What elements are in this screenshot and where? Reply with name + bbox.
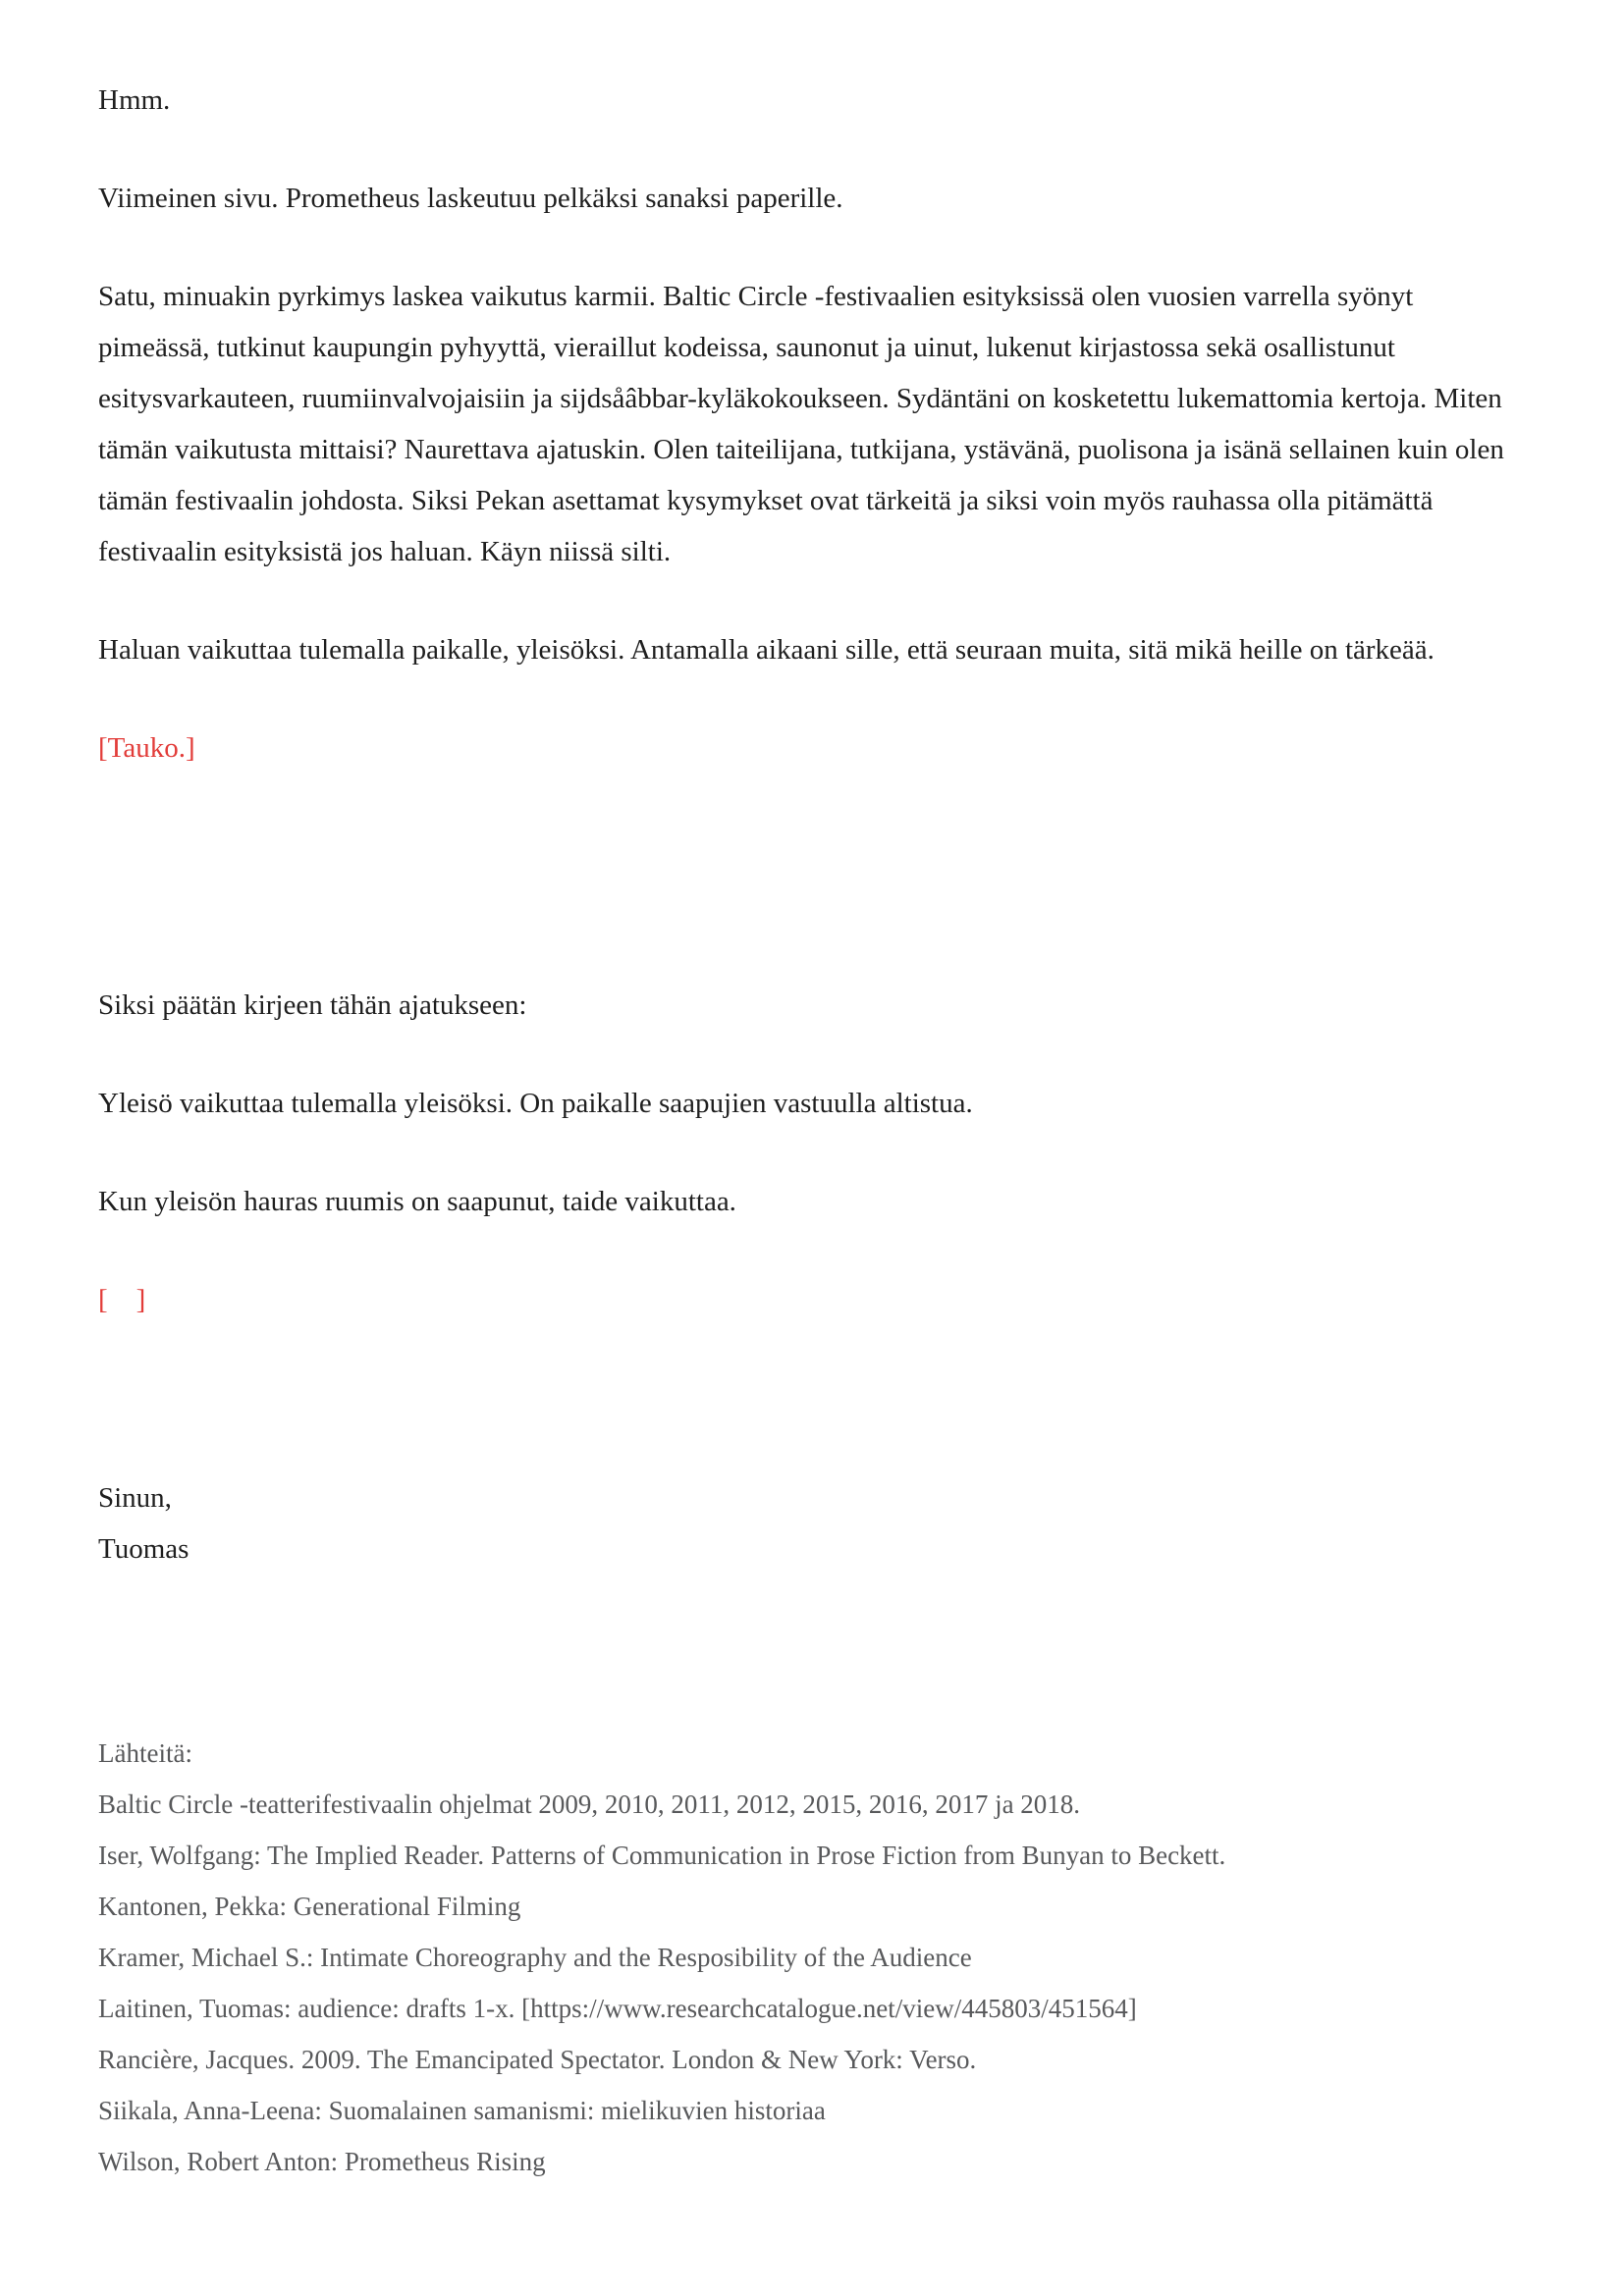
- reference-item: Iser, Wolfgang: The Implied Reader. Patterns of Communication in Prose Fiction from Bunyan to Beckett.: [98, 1841, 1226, 1870]
- reference-item: Laitinen, Tuomas: audience: drafts 1-x. [https://www.researchcatalogue.net/view/445803/451564]: [98, 1994, 1137, 2023]
- signoff-line-1: Sinun,: [98, 1482, 172, 1514]
- reference-item: Kantonen, Pekka: Generational Filming: [98, 1892, 521, 1921]
- references-heading: Lähteitä:: [98, 1738, 192, 1768]
- signoff-line-2: Tuomas: [98, 1533, 189, 1565]
- reference-item: Baltic Circle -teatterifestivaalin ohjelmat 2009, 2010, 2011, 2012, 2015, 2016, 2017 ja 2018.: [98, 1789, 1081, 1819]
- reference-item: Rancière, Jacques. 2009. The Emancipated Spectator. London & New York: Verso.: [98, 2045, 977, 2074]
- reference-item: Kramer, Michael S.: Intimate Choreography and the Resposibility of the Audience: [98, 1943, 972, 1972]
- paragraph-closing-intro: Siksi päätän kirjeen tähän ajatukseen:: [98, 989, 527, 1021]
- paragraph-closing-thought-2: Kun yleisön hauras ruumis on saapunut, taide vaikuttaa.: [98, 1186, 736, 1217]
- reference-item: Siikala, Anna-Leena: Suomalainen samanismi: mielikuvien historiaa: [98, 2096, 826, 2125]
- pause-marker: [Tauko.]: [98, 732, 195, 764]
- paragraph-long-reflection: Satu, minuakin pyrkimys laskea vaikutus karmii. Baltic Circle -festivaalien esityksissä olen vuosien varrella syönyt pimeässä, tutkinut kaupungin pyhyyttä, vieraillut kodeissa, saunonut ja uinut, lukenut kirjastossa sekä osallistunut esitysvarkauteen, ruumiinvalvojaisiin ja sijdsåâbbar-kyläkokoukseen. Sydäntäni on kosketettu lukemattomia kertoja. Miten tämän vaikutusta mittaisi? Naurettava ajatuskin. Olen taiteilijana, tutkijana, ystävänä, puolisona ja isänä sellainen kuin olen tämän festivaalin johdosta. Siksi Pekan asettamat kysymykset ovat tärkeitä ja siksi voin myös rauhassa olla pitämättä festivaalin esityksistä jos haluan. Käyn niissä silti.: [98, 281, 1504, 567]
- paragraph-hmm: Hmm.: [98, 84, 171, 116]
- references-section: [98, 1728, 1518, 2187]
- paragraph-haluan-vaikuttaa: Haluan vaikuttaa tulemalla paikalle, yleisöksi. Antamalla aikaani sille, että seuraan muita, sitä mikä heille on tärkeää.: [98, 634, 1435, 666]
- reference-item: Wilson, Robert Anton: Prometheus Rising: [98, 2147, 546, 2176]
- empty-brackets-marker: [ ]: [98, 1284, 146, 1315]
- paragraph-last-page: Viimeinen sivu. Prometheus laskeutuu pelkäksi sanaksi paperille.: [98, 183, 843, 214]
- paragraph-closing-thought-1: Yleisö vaikuttaa tulemalla yleisöksi. On paikalle saapujien vastuulla altistua.: [98, 1088, 973, 1119]
